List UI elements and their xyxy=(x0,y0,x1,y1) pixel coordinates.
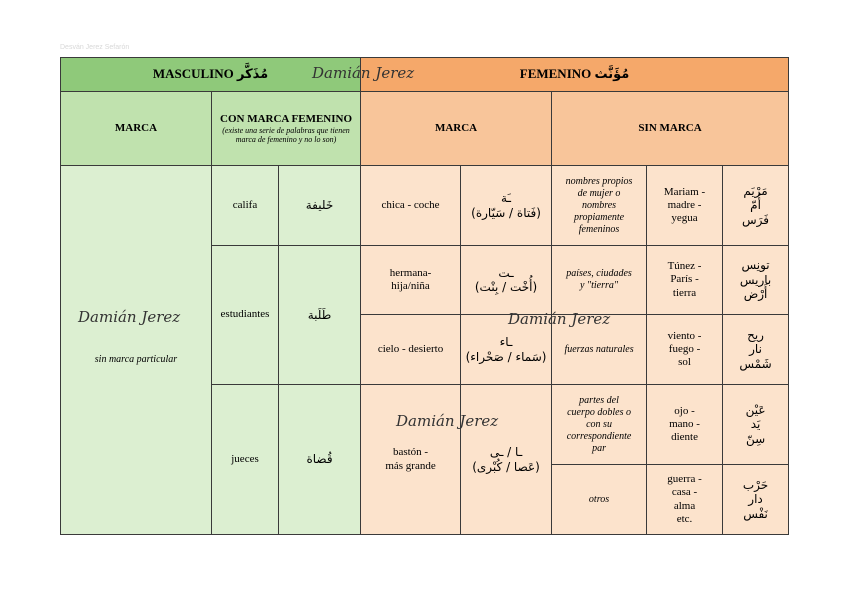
sin-ar-cell: عَيْن يَد سِنّ xyxy=(723,385,789,465)
femenino-header: FEMENINO مُؤَنَّث xyxy=(361,58,789,92)
sin-cat-cell: partes del cuerpo dobles o con su correspondiente par xyxy=(552,385,647,465)
masc-es-cell: estudiantes xyxy=(212,246,279,385)
con-marca-note: (existe una serie de palabras que tienen marca de femenino y no lo son) xyxy=(222,125,350,145)
sin-ar-cell: مَرْيَم أُمّ فَرَس xyxy=(723,166,789,246)
sin-cat-cell: otros xyxy=(552,465,647,535)
con-marca-header: CON MARCA FEMENINO (existe una serie de palabras que tienen marca de femenino y no lo son) xyxy=(212,92,361,166)
sin-ar-cell: حَرْب دار نَفْس xyxy=(723,465,789,535)
fem-ar-cell: ـت (أُخْت / بِنْت) xyxy=(461,246,552,315)
fem-es-cell: bastón - más grande xyxy=(361,385,461,535)
masculino-header: MASCULINO مُذَكَّر xyxy=(61,58,361,92)
masc-es-cell: califa xyxy=(212,166,279,246)
sin-es-cell: viento - fuego - sol xyxy=(647,315,723,385)
fem-marca-header: MARCA xyxy=(361,92,552,166)
sin-marca-particular-label: sin marca particular xyxy=(94,354,178,366)
signature-watermark: Damián Jerez xyxy=(508,310,611,328)
sin-marca-header: SIN MARCA xyxy=(552,92,789,166)
masc-ar-cell: قُضاة xyxy=(279,385,361,535)
sin-es-cell: Túnez - París - tierra xyxy=(647,246,723,315)
masc-ar-cell: طَلَبة xyxy=(279,246,361,385)
sin-cat-cell: fuerzas naturales xyxy=(552,315,647,385)
sin-es-cell: guerra - casa - alma etc. xyxy=(647,465,723,535)
fem-ar-cell: ـاء (سَماء / صَحْراء) xyxy=(461,315,552,385)
sin-ar-cell: ريح نار شَمْس xyxy=(723,315,789,385)
sin-ar-cell: تونِس باريس أَرْض xyxy=(723,246,789,315)
sin-marca-particular-cell xyxy=(61,166,212,535)
fem-ar-cell: ـا / ـى (عَصا / كُبْرى) xyxy=(461,385,552,535)
gender-table xyxy=(60,57,789,535)
signature-watermark: Damián Jerez xyxy=(312,64,415,82)
fem-es-cell: hermana- hija/niña xyxy=(361,246,461,315)
fem-es-cell: cielo - desierto xyxy=(361,315,461,385)
sin-cat-cell: países, ciudades y "tierra" xyxy=(552,246,647,315)
sin-es-cell: ojo - mano - diente xyxy=(647,385,723,465)
sin-es-cell: Mariam - madre - yegua xyxy=(647,166,723,246)
marca-header: MARCA xyxy=(61,92,212,166)
femenino-arabic: مُؤَنَّث xyxy=(594,67,630,83)
faint-header-text: Desván Jerez Sefarón xyxy=(60,44,130,51)
signature-watermark: Damián Jerez xyxy=(396,412,499,430)
signature-watermark: Damián Jerez xyxy=(78,308,181,326)
fem-es-cell: chica - coche xyxy=(361,166,461,246)
masculino-arabic: مُذَكَّر xyxy=(236,67,269,83)
sin-cat-cell: nombres propios de mujer o nombres propiamente femeninos xyxy=(552,166,647,246)
masc-ar-cell: خَليفة xyxy=(279,166,361,246)
fem-ar-cell: ـَة (فَتاة / سَيّارة) xyxy=(461,166,552,246)
masc-es-cell: jueces xyxy=(212,385,279,535)
